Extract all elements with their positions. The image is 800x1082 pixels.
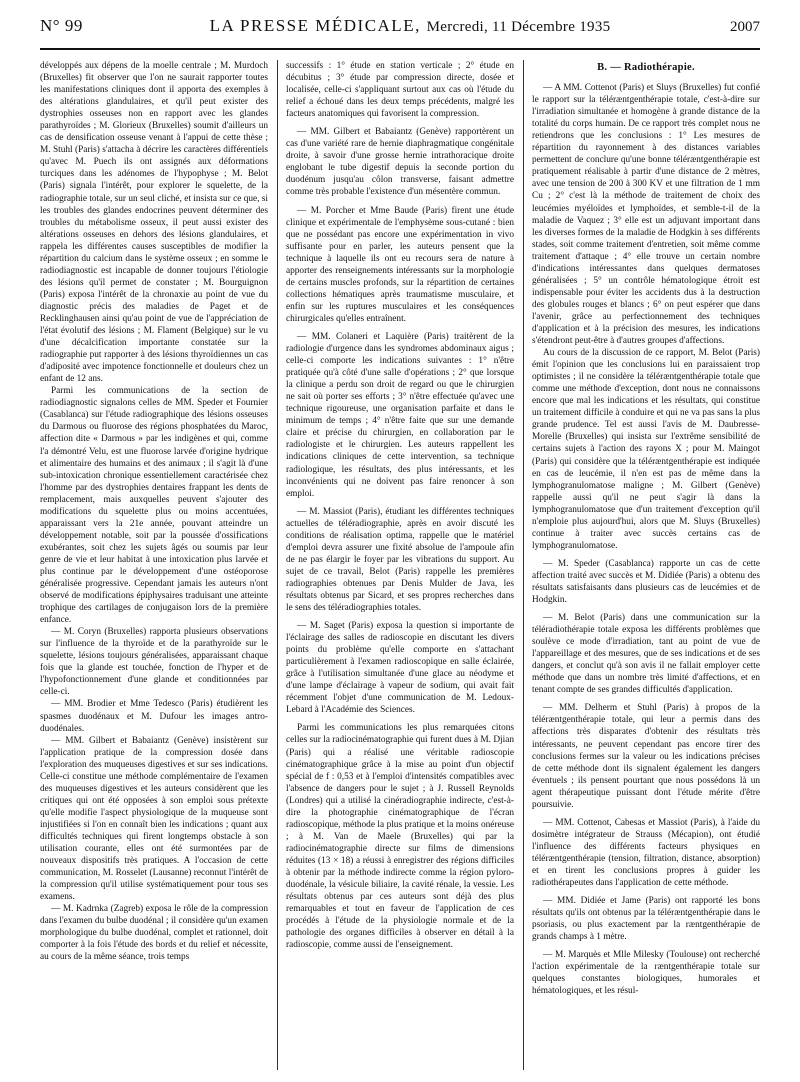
paragraph: — M. Belot (Paris) dans une communication sur la téléradiothérapie totale exposa les différents problèmes que soulève ce mode d'irradiation, tant au point de vue de l'appareillage et des mesures, que de ses indications et de ses dangers, et conclut qu'à son avis il ne fallait employer cette méthode que dans un nombre très limité d'affections, et en tenant compte de ses grandes difficultés d'application. bbox=[532, 613, 760, 696]
paragraph: — MM. Gilbert et Babaiantz (Genève) insistèrent sur l'application pratique de la compression dosée dans l'exploration des muqueuses digestives et sur ses indications. Celle-ci constitue une méthode complémentaire de l'examen des muqueuses digestives et les auteurs considèrent que les critiques qui ont été opposées à son emploi sous prétexte qu'elle modifie l'aspect physiologique de la muqueuse sont injustifiées si l'on en connaît bien les indications ; quant aux difficultés techniques qui firent longtemps obstacle à son utilisation courante, elles ont été surmontées par de nouveaux dispositifs très pratiques. A l'occasion de cette communication, M. Rosselet (Lausanne) reconnut l'intérêt de la compression qu'il utilise systématiquement pour tous ses examens. bbox=[40, 735, 268, 903]
issue-number: N° 99 bbox=[40, 16, 83, 35]
paragraph: développés aux dépens de la moelle centrale ; M. Murdoch (Bruxelles) fit observer que l'on ne saurait rapporter toutes les manifestations cliniques dont il apporta des exemples à des altérations glandulaires, et qu'il peut exister des dystrophies osseuses non en rapport avec les glandes parathyroïdes ; M. Glorieux (Bruxelles) soumit d'ailleurs un cas de densification osseuse venant à l'appui de cette thèse ; M. Stuhl (Paris) s'attacha à décrire les caractères différentiels qu'avec M. Puech ils ont assignés aux déformations turciques dans les adénomes de l'hypophyse ; M. Belot (Paris) signala l'intérêt, pour explorer le squelette, de la radiographie totale, sur un seul cliché, et insista sur ce que, si les troubles des glandes endocrines peuvent déterminer des troubles du métabolisme osseux, il peut aussi exister des altérations osseuses en dehors des lésions glandulaires, et rappela les différentes causes susceptibles de modifier la répartition du calcium dans le système osseux ; en somme le radiodiagnostic est incapable de donner toujours l'étiologie des lésions qu'il permet de constater ; M. Bourguignon (Paris) exposa l'intérêt de la chronaxie au point de vue du diagnostic précis des maladies de Paget et de Recklinghausen ainsi qu'au point de vue de l'appréciation de l'état évolutif des lésions ; M. Flament (Belgique) sur le vu d'une décalcification importante constatée sur la radiographie put rapporter à des lésions thyroïdiennes un cas d'adiposité avec impotence fonctionnelle et douleurs chez un enfant de 12 ans. bbox=[40, 61, 268, 385]
column-3 bbox=[532, 60, 760, 1070]
journal-name: LA PRESSE MÉDICALE, bbox=[209, 16, 421, 35]
column-divider bbox=[523, 60, 524, 1070]
column-1 bbox=[40, 60, 268, 1070]
paragraph: — MM. Colaneri et Laquière (Paris) traitèrent de la radiologie d'urgence dans les syndromes abdominaux aigus ; celle-ci comporte les indications suivantes : 1° n'être pratiquée qu'à côté d'une salle d'opérations ; 2° que lorsque la clinique a perdu son droit de regard ou que le chirurgien ne sait où porter ses efforts ; 3° n'être effectuée qu'avec une technique rigoureuse, une organisation parfaite et dans le minimum de temps ; 4° n'être faite que sur une demande claire et précise du chirurgien, en collaboration par le radiologiste et le chirurgien. Les auteurs rappellent les indications cliniques de cette intervention, sa technique radiologique, les résultats, des plus intéressants, et les inconvénients qui ne doivent pas faire renoncer à son emploi. bbox=[286, 331, 514, 499]
paragraph: — M. Coryn (Bruxelles) rapporta plusieurs observations sur l'influence de la thyroïde et de la parathyroïde sur le squelette, lésions toujours généralisées, apparaissant chaque fois que la glande est touchée, fonction de l'hyper et de l'hypofonctionnement d'une glande et conditionnées par celle-ci. bbox=[40, 627, 268, 698]
paragraph: — M. Kadrnka (Zagreb) exposa le rôle de la compression dans l'examen du bulbe duodénal ; il considère qu'un examen morphologique du bulbe duodénal, complet et rationnel, doit comporter à la fois l'étude des bords et du relief et nécessite, au cours de la même séance, trois temps bbox=[40, 904, 268, 963]
paragraph: — M. Speder (Casablanca) rapporte un cas de cette affection traité avec succès et M. Didiée (Paris) a obtenu des résultats satisfaisants dans plusieurs cas de leucémies et de Hodgkin. bbox=[532, 558, 760, 606]
paragraph: successifs : 1° étude en station verticale ; 2° étude en décubitus ; 3° étude par compression directe, dosée et localisée, celle-ci s'appliquant surtout aux cas où l'étude du relief a échoué dans les deux temps précédents, malgré les facteurs anatomiques qui favorisent la compression. bbox=[286, 61, 514, 120]
page-number: 2007 bbox=[730, 19, 760, 35]
paragraph: — MM. Cottenot, Cabesas et Massiot (Paris), à l'aide du dosimètre intégrateur de Strauss (Mécapion), ont étudié l'influence des différents facteurs physiques en téléræntgenthérapie (tension, filtration, distance, absorption) et en tirent les conclusions propres à guider les radiothérapeutes dans l'application de cette méthode. bbox=[532, 817, 760, 889]
article-columns bbox=[40, 60, 760, 1070]
paragraph: Au cours de la discussion de ce rapport, M. Belot (Paris) émit l'opinion que les conclusions lui en paraissaient trop optimistes ; il ne considère la téléræntgenthérapie totale que comme une méthode d'exception, dont nous ne connaissons encore que mal les indications et les résultats, qui constitue un traitement difficile à conduire et qui ne va pas sans la plus grande prudence. Tel est aussi l'avis de M. Daubresse-Morelle (Bruxelles) qui insista sur l'extrême sensibilité de certains sujets à l'action des rayons X ; pour M. Maingot (Paris) qui considère que la téléræntgenthérapie est indiquée en cas de leucémie, il n'en est pas de même dans la lymphogranulomatose maligne ; M. Gilbert (Genève) rappelle aussi qu'il ne peut s'agir là dans la lymphogranulomatose que d'un traitement d'exception qu'il n'emploie plus aujourd'hui, alors que M. Sluys (Bruxelles) continue à traiter avec succès certains cas de lymphogranulomatose. bbox=[532, 348, 760, 551]
paragraph: — MM. Brodier et Mme Tedesco (Paris) étudièrent les spasmes duodénaux et M. Dufour les images antro-duodénales. bbox=[40, 699, 268, 734]
header-rule bbox=[40, 48, 760, 50]
paragraph: — M. Porcher et Mme Baude (Paris) firent une étude clinique et expérimentale de l'emphysème sous-cutané : bien que ne possédant pas encore une expérimentation in vivo suffisante pour en parler, les auteurs pensent que la technique à laquelle ils ont eu recours sera de nature à apporter des renseignements intéressants sur la morphologie de certains muscles profonds, sur la répartition de certaines collections hématiques après traumatisme musculaire, et enfin sur les ruptures musculaires et les conséquences chirurgicales qu'elles entraînent. bbox=[286, 205, 514, 324]
paragraph: — A MM. Cottenot (Paris) et Sluys (Bruxelles) fut confié le rapport sur la téléræntgenthérapie totale, c'est-à-dire sur l'irradiation simultanée et homogène à grande distance de la totalité du corps humain. De ce rapport très complet nous ne retiendrons que les conclusions : 1° Les mesures de répartition du rayonnement à des distances variables permettent de conclure qu'une bonne téléræntgenthérapie est pratiquement réalisable à partir d'une distance de 2 mètres, avec une tension de 200 à 300 KV et une filtration de 1 mm Cu ; 2° c'est là la méthode de traitement de choix des leucémies myéloïdes et lymphoïdes, et semble-t-il de la maladie de Vaquez ; 3° elle est un adjuvant important dans les diverses formes de la maladie de Hodgkin à ses différents stades, soit comme traitement d'entretien, soit même comme traitement d'attaque ; 4° elle trouve un certain nombre d'indications intéressantes dans quelques dermatoses généralisées ; 5° un contrôle hématologique étroit est indispensable pour éviter les accidents dus à la destruction des globules rouges et blancs ; 6° on peut espérer que dans l'avenir, grâce au perfectionnement des techniques d'application et à la précision des mesures, les indications s'étendront peut-être à d'autres groupes d'affections. bbox=[532, 83, 760, 347]
paragraph: — MM. Gilbert et Babaiantz (Genève) rapportèrent un cas d'une variété rare de hernie diaphragmatique congénitale droite, à savoir d'une grosse hernie intrathoracique droite englobant le tube digestif depuis la seconde portion du duodénum jusqu'au côlon transverse, faisant admettre comme très probable l'existence d'un mésentère commun. bbox=[286, 127, 514, 198]
column-divider bbox=[277, 60, 278, 1070]
paragraph: — MM. Delherm et Stuhl (Paris) à propos de la téléræntgenthérapie totale, qui leur a permis dans des affections très disparates d'obtenir des résultats très intéressants, ne peuvent cependant pas encore tirer des conclusions fermes sur la valeur ou les indications précises de cette méthode dont ils signalent également les dangers éventuels ; ils pensent pourtant que nous possédons là un agent thérapeutique puissant dont l'étude mérite d'être poursuivie. bbox=[532, 703, 760, 810]
column-2 bbox=[286, 60, 514, 1070]
section-heading: B. — Radiothérapie. bbox=[597, 62, 695, 73]
issue-date: Mercredi, 11 Décembre 1935 bbox=[426, 19, 611, 35]
paragraph: Parmi les communications de la section de radiodiagnostic signalons celles de MM. Speder et Fournier (Casablanca) sur l'étude radiographique des lésions osseuses du Darmous ou fluorose des régions phosphatées du Maroc, affection dite « Darmous » par les indigènes et qui, comme l'a démontré Velu, est une fluorose larvée d'origine hydrique et alimentaire des humains et des animaux ; il s'agit là d'une sub-intoxication chronique essentiellement caractérisée chez l'homme par des dystrophies dentaires frappant les dents de remplacement, mais auxquelles peuvent s'ajouter des modifications du squelette plus ou moins accentuées, apparaissant vers la 21e année, pouvant atteindre un développement notable, soit par la poussée d'ossifications exubérantes, soit chez les sujets âgés ou soumis par leur genre de vie et leur habitat à une intoxication plus larvée et plus continue par le développement d'une ostéoporose généralisée progressive. Cependant jamais les auteurs n'ont observé de modifications épiphysaires traduisant une atteinte trophique des cartilages de conjugaison lors de la première enfance. bbox=[40, 386, 268, 626]
paragraph: — MM. Didiée et Jame (Paris) ont rapporté les bons résultats qu'ils ont obtenus par la téléræntgenthérapie dans le psoriasis, ou plus exactement par la ræntgenthérapie de grands champs à 1 mètre. bbox=[532, 896, 760, 943]
journal-title bbox=[150, 16, 670, 36]
paragraph: — M. Marquès et Mlle Milesky (Toulouse) ont recherché l'action expérimentale de la ræntgenthérapie totale sur quelques constantes biologiques, humorales et hématologiques, et les résul- bbox=[532, 950, 760, 997]
paragraph: — M. Saget (Paris) exposa la question si importante de l'éclairage des salles de radioscopie en discutant les divers points du problème qu'elle comporte en s'attachant particulièrement à l'examen radioscopique en salle éclairée, grâce à l'utilisation simultanée d'une glace au néodyme et d'une lampe d'éclairage à vapeur de sodium, qui avait fait récemment l'objet d'une communication de M. Ledoux-Lebard à l'Académie des Sciences. bbox=[286, 621, 514, 716]
paragraph: Parmi les communications les plus remarquées citons celles sur la radiocinématographie qui furent dues à M. Djian (Paris) qui a réalisé une véritable radioscopie cinématographique grâce à la mise au point d'un objectif spécial de f : 0,53 et à l'emploi d'intensités compatibles avec l'absence de dangers pour le sujet ; à J. Russell Reynolds (Londres) qui a utilisé la cinéradiographie indirecte, c'est-à-dire la photographie cinématographique de l'écran radioscopique, méthode la plus pratique et la moins onéreuse ; à M. Van de Maele (Bruxelles) qui par la radiocinématographie directe sur films de dimensions réduites (13 × 18) a réussi à enregistrer des régions difficiles à obtenir par la méthode indirecte comme la région pyloro-duodénale, la vésicule biliaire, la cavité rénale, la vessie. Les résultats obtenus par ces auteurs sont déjà des plus remarquables et tout en faveur de l'application de ces procédés à l'étude de la physiologie normale et de la pathologie des organes difficiles à observer en détail à la radioscopie, comme aussi de l'enseignement. bbox=[286, 723, 514, 951]
paragraph: — M. Massiot (Paris), étudiant les différentes techniques actuelles de téléradiographie, après en avoir discuté les conditions de réalisation optima, rappelle que le matériel d'emploi devra assurer une fixité absolue de l'ampoule afin de ne pas élargir le foyer par les vibrations du support. Au sujet de ce travail, Belot (Paris) rappelle les premières radiographies obtenues par Denis Mulder de Java, les résultats obtenus par Sicard, et ses propres recherches dans le sens des téléradiographies totales. bbox=[286, 506, 514, 614]
page-header bbox=[40, 16, 760, 44]
